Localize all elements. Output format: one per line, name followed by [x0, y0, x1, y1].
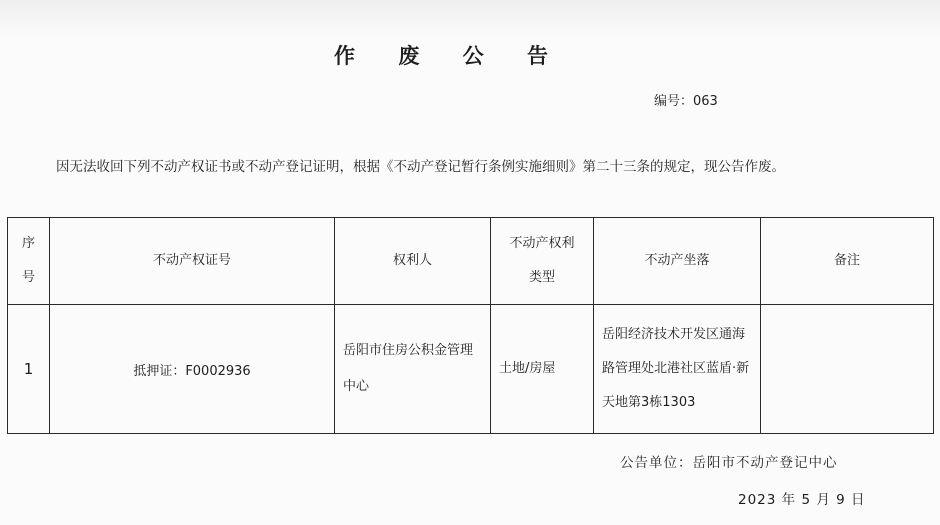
cell-remarks [761, 305, 934, 434]
cell-right-holder: 岳阳市住房公积金管理中心 [335, 305, 491, 434]
issuing-unit: 公告单位：岳阳市不动产登记中心 [620, 455, 838, 471]
cell-cert-no: 抵押证：F0002936 [50, 305, 335, 434]
header-right-type [491, 218, 594, 305]
document-number: 编号：063 [654, 94, 718, 109]
cell-seq: 1 [8, 305, 50, 434]
issue-date: 2023 年 5 月 9 日 [738, 492, 866, 508]
header-cert-no: 不动产权证号 [50, 218, 335, 305]
header-seq-line2: 号 [21, 270, 35, 285]
header-right-type-line2: 类型 [528, 270, 555, 285]
cell-location: 岳阳经济技术开发区通海路管理处北港社区蓝盾·新天地第3栋1303 [594, 305, 761, 434]
header-location: 不动产坐落 [594, 218, 761, 305]
table-row [8, 305, 934, 434]
page-title: 作 废 公 告 [334, 44, 566, 68]
intro-paragraph: 因无法收回下列不动产权证书或不动产登记证明，根据《不动产登记暂行条例实施细则》第二十三条的规定，现公告作废。 [56, 159, 785, 175]
header-right-type-line1: 不动产权利 [509, 236, 575, 251]
header-seq [8, 218, 50, 305]
scan-background [0, 0, 940, 40]
void-notice-table [7, 217, 934, 434]
header-seq-line1: 序 [21, 236, 35, 251]
cell-right-type: 土地/房屋 [491, 305, 594, 434]
table-header-row [8, 218, 934, 305]
header-remarks: 备注 [761, 218, 934, 305]
header-right-holder: 权利人 [335, 218, 491, 305]
